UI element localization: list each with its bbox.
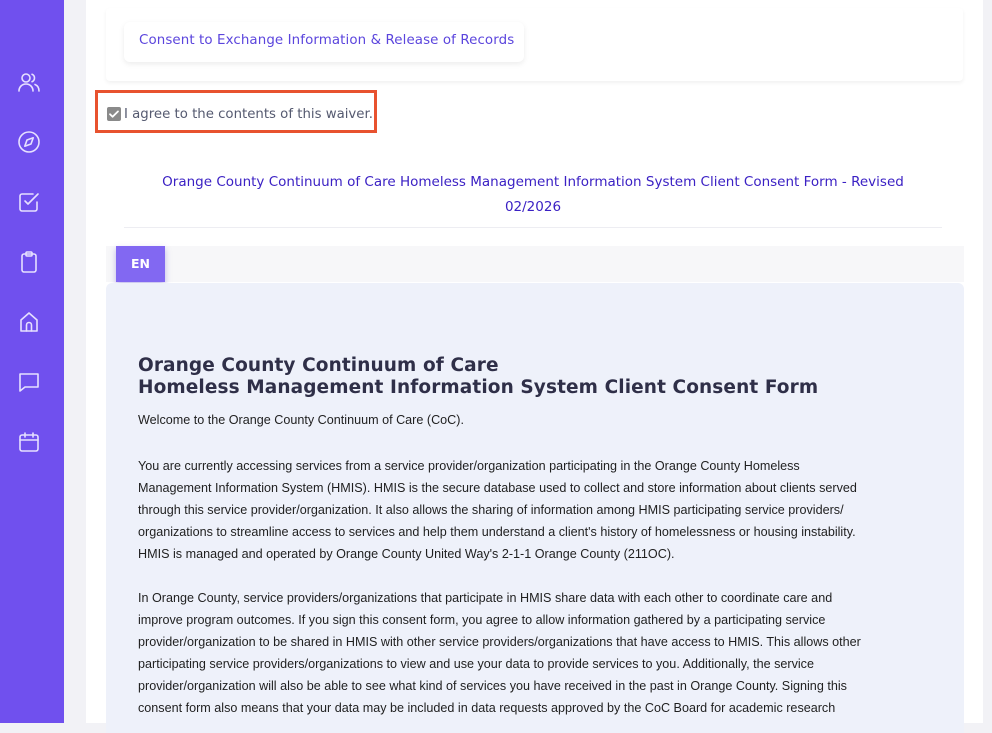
page-edge (983, 0, 992, 723)
form-title (140, 170, 926, 220)
document-heading-line2: Homeless Management Information System Client Consent Form (138, 377, 819, 398)
consent-document-link-label[interactable]: Consent to Exchange Information & Release of Records (139, 33, 515, 48)
sidebar (0, 0, 64, 723)
calendar-icon[interactable] (17, 430, 41, 454)
checkbox-icon[interactable] (17, 190, 41, 214)
paragraph-line: In Orange County, service providers/organizations that participate in HMIS share data with each other to coordinate care and (138, 591, 833, 605)
paragraph-line: Management Information System (HMIS). HMIS is the secure database used to collect and store information about clients served (138, 481, 857, 495)
compass-icon[interactable] (17, 130, 41, 154)
paragraph-line: through this service provider/organization. It also allows the sharing of information among HMIS participating service providers/ (138, 503, 844, 517)
form-title-line1: Orange County Continuum of Care Homeless Management Information System Client Consent Form - Revised (162, 174, 904, 190)
tab-language-en[interactable]: EN (116, 246, 165, 282)
consent-document-link[interactable] (124, 22, 524, 62)
waiver-label[interactable]: I agree to the contents of this waiver. (124, 107, 373, 122)
home-icon[interactable] (17, 310, 41, 334)
paragraph-line: improve program outcomes. If you sign this consent form, you agree to allow information gathered by a participating service (138, 613, 826, 627)
document-paragraph-1 (138, 455, 938, 565)
document-welcome: Welcome to the Orange County Continuum of Care (CoC). (138, 413, 464, 427)
document-heading-line1: Orange County Continuum of Care (138, 355, 499, 376)
document-heading (138, 355, 818, 399)
paragraph-line: You are currently accessing services from a service provider/organization participating in the Orange County Homeless (138, 459, 800, 473)
paragraph-line: organizations to streamline access to services and help them understand a client's history of homelessness or housing instability. (138, 525, 856, 539)
waiver-checkbox[interactable] (107, 107, 121, 121)
clipboard-icon[interactable] (17, 250, 41, 274)
paragraph-line: participating service providers/organizations to view and use your data to provide services to you. Additionally, the service (138, 657, 814, 671)
paragraph-line: HMIS is managed and operated by Orange County United Way's 2-1-1 Orange County (211OC). (138, 547, 675, 561)
document-paragraph-2 (138, 587, 938, 719)
language-tab-bar (106, 246, 964, 282)
message-icon[interactable] (17, 370, 41, 394)
form-title-line2: 02/2026 (504, 199, 562, 215)
paragraph-line: consent form also means that your data may be included in data requests approved by the CoC Board for academic research (138, 701, 836, 715)
paragraph-line: provider/organization will also be able to see what kind of services you have received in the past in Orange County. Signing this (138, 679, 847, 693)
users-icon[interactable] (17, 70, 41, 94)
checkmark-icon (108, 108, 120, 120)
paragraph-line: provider/organization to be shared in HMIS with other service providers/organizations that have access to HMIS. This allows other (138, 635, 861, 649)
